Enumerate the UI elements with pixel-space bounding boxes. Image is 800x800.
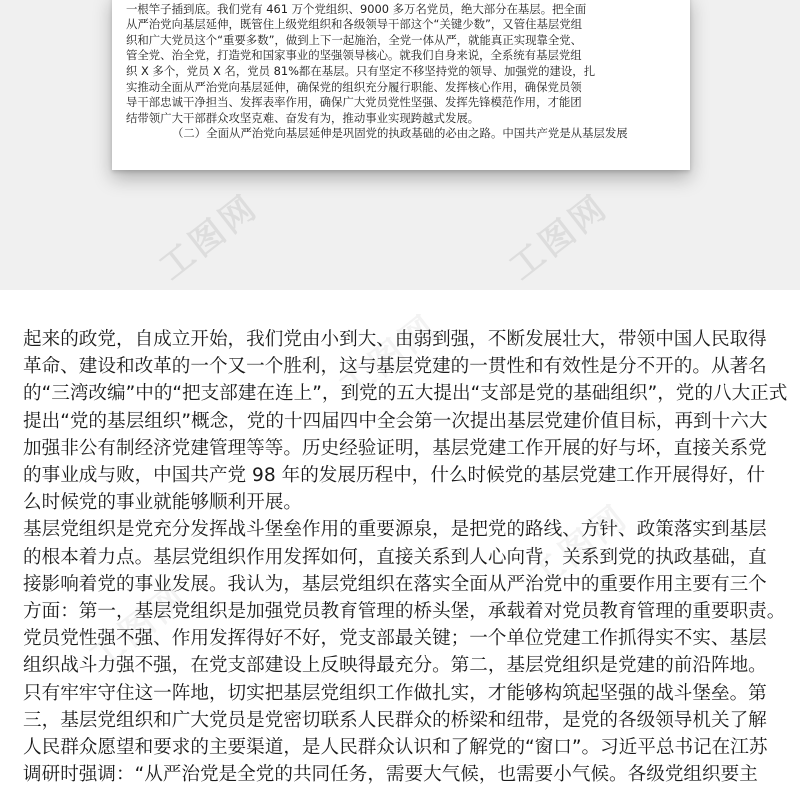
- body-line: 起来的政党，自成立开始，我们党由小到大、由弱到强，不断发展壮大，带领中国人民取得: [23, 329, 767, 350]
- watermark: 工图网: [521, 496, 637, 599]
- body-line: 的“三湾改编”中的“把支部建在连上”，到党的五大提出“支部是党的基础组织”，党的八大正式: [23, 383, 788, 405]
- document-preview-text: [126, 0, 676, 142]
- body-line: 的根本着力点。基层党组织作用发挥如何，直接关系到人心向背，关系到党的执政基础，直: [23, 546, 767, 568]
- document-preview-page: [112, 0, 690, 170]
- preview-line: 织和广大党员这个“重要多数”，做到上下一起施治，全党一体从严，就能真正实现靠全党、: [126, 32, 583, 47]
- document-body: [23, 326, 788, 788]
- body-line: 调研时强调：“从严治党是全党的共同任务，需要大气候，也需要小气候。各级党组织要主: [23, 764, 758, 786]
- watermark: 工图网: [501, 186, 617, 289]
- preview-line: 导干部忠诚干净担当、发挥表率作用，确保广大党员党性坚强、发挥先锋模范作用，才能团: [126, 95, 582, 110]
- preview-line: 一根竿子插到底。我们党有 461 万个党组织、9000 多万名党员，绝大部分在基层。把全面: [126, 1, 587, 16]
- preview-line: 管全党、治全党，打造党和国家事业的坚强领导核心。就我们自身来说，全系统有基层党组: [126, 48, 582, 63]
- watermark: 工图网: [81, 576, 197, 679]
- preview-line: 实推动全面从严治党向基层延伸，确保党的组织充分履行职能、发挥核心作用，确保党员领: [126, 79, 582, 94]
- body-line: 人民群众愿望和要求的主要渠道，是人民群众认识和了解党的“窗口”。习近平总书记在江苏: [23, 737, 768, 759]
- body-line: 革命、建设和改革的一个又一个胜利，这与基层党建的一贯性和有效性是分不开的。从著名: [23, 356, 767, 378]
- body-line: 的事业成与败，中国共产党 98 年的发展历程中，什么时候党的基层党建工作开展得好，什: [23, 465, 766, 487]
- watermark: 工图网: [331, 306, 447, 409]
- preview-line: 结带领广大干部群众攻坚克难、奋发有为，推动事业实现跨越式发展。: [126, 110, 480, 125]
- body-line: 只有牢牢守住这一阵地，切实把基层党组织工作做扎实，才能够构筑起坚强的战斗堡垒。第: [23, 682, 767, 704]
- body-line: 组织战斗力强不强，在党支部建设上反映得最充分。第二，基层党组织是党建的前沿阵地。: [23, 655, 767, 677]
- body-line: 基层党组织是党充分发挥战斗堡垒作用的重要源泉，是把党的路线、方针、政策落实到基层: [23, 519, 767, 541]
- body-line: 么时候党的事业就能够顺利开展。: [23, 492, 302, 514]
- preview-line: 织 X 多个，党员 X 名，党员 81%都在基层。只有坚定不移坚持党的领导、加强党的建设，扎: [126, 63, 596, 78]
- watermark: 工图网: [151, 186, 267, 289]
- body-line: 接影响着党的事业发展。我认为，基层党组织在落实全面从严治党中的重要作用主要有三个: [23, 573, 767, 595]
- body-line: 加强非公有制经济党建管理等等。历史经验证明，基层党建工作开展的好与坏，直接关系党: [23, 437, 767, 459]
- preview-line: 从严治党向基层延伸，既管住上级党组织和各级领导干部这个“关键少数”，又管住基层党组: [126, 17, 583, 32]
- body-line: 党员党性强不强、作用发挥得好不好，党支部最关键；一个单位党建工作抓得实不实、基层: [23, 628, 767, 650]
- body-line: 提出“党的基层组织”概念，党的十四届四中全会第一次提出基层党建价值目标，再到十六大: [23, 410, 768, 432]
- body-line: 方面：第一，基层党组织是加强党员教育管理的桥头堡，承载着对党员教育管理的重要职责。: [23, 601, 786, 623]
- body-line: 三，基层党组织和广大党员是党密切联系人民群众的桥梁和纽带，是党的各级领导机关了解: [23, 709, 767, 731]
- preview-line: （二）全面从严治党向基层延伸是巩固党的执政基础的必由之路。中国共产党是从基层发展: [172, 126, 628, 141]
